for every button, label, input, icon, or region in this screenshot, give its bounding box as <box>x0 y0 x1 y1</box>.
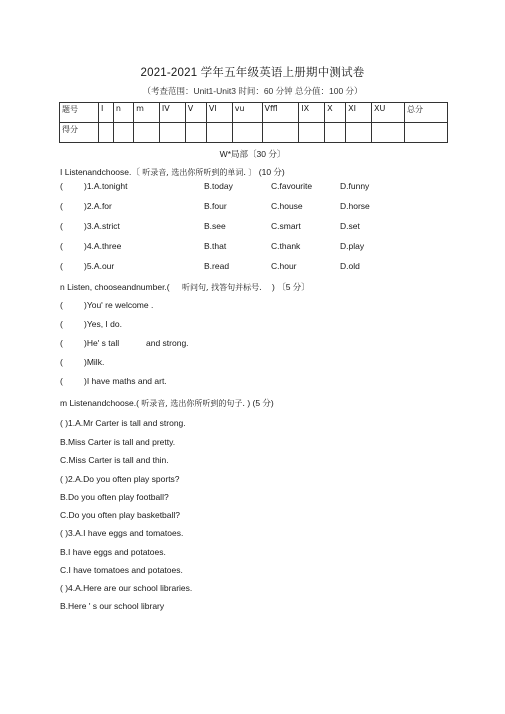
answer-paren[interactable]: ( <box>60 300 63 310</box>
option-d: D.play <box>340 241 365 251</box>
header-cell-8: Vffl <box>262 103 299 123</box>
answer-paren[interactable]: ( <box>60 181 63 191</box>
section-3-line: C.Miss Carter is tall and thin. <box>60 455 169 465</box>
option-a: )4.A.three <box>84 241 122 251</box>
option-a: )2.A.for <box>84 201 112 211</box>
header-cell-7: vu <box>232 103 262 123</box>
section-3-line: B.Do you often play football? <box>60 492 169 502</box>
score-cell[interactable] <box>346 123 372 143</box>
section-2-heading-cn: 听问句, 找答句并标号. <box>182 283 262 292</box>
option-a: )5.A.our <box>84 261 115 271</box>
header-cell-4: IV <box>159 103 185 123</box>
answer-paren[interactable]: ( <box>60 319 63 329</box>
section-1-heading-en: I Listenandchoose.〔 <box>60 167 140 177</box>
section-3-line: C.Do you often play basketball? <box>60 510 181 520</box>
answer-paren[interactable]: ( <box>60 241 63 251</box>
answer-text: )Milk. <box>84 357 105 367</box>
section-2-heading-points: ) 〔5 分〕 <box>272 282 310 292</box>
answer-text: )Yes, I do. <box>84 319 122 329</box>
header-cell-10: X <box>325 103 346 123</box>
answer-paren[interactable]: ( <box>60 221 63 231</box>
section-3-line: ( )4.A.Here are our school libraries. <box>60 583 193 593</box>
option-a: )1.A.tonight <box>84 181 128 191</box>
option-b: B.that <box>204 241 227 251</box>
section-1-heading-cn: 听录音, 选出你所听到的单词. 〕 <box>142 168 257 177</box>
header-cell-9: IX <box>299 103 325 123</box>
answer-text: )You' re welcome . <box>84 300 154 310</box>
header-cell-11: XI <box>346 103 372 123</box>
section-1-heading-points: (10 分) <box>258 167 285 177</box>
option-d: D.funny <box>340 181 370 191</box>
score-row-label: 得分 <box>60 123 99 143</box>
page-title: 2021-2021 学年五年级英语上册期中测试卷 <box>140 67 365 79</box>
score-cell[interactable] <box>99 123 114 143</box>
option-c: C.hour <box>271 261 297 271</box>
score-cell-total[interactable] <box>405 123 448 143</box>
answer-paren[interactable]: ( <box>60 201 63 211</box>
section-3-heading-points: ) (5 分) <box>247 398 274 408</box>
option-a: )3.A.strict <box>84 221 120 231</box>
section-3-heading <box>60 397 274 409</box>
header-cell-6: VI <box>206 103 232 123</box>
option-b: B.see <box>204 221 226 231</box>
option-d: D.horse <box>340 201 370 211</box>
score-cell[interactable] <box>159 123 185 143</box>
section-2-heading-en: n Listen, chooseandnumber.( <box>60 282 170 292</box>
option-c: C.thank <box>271 241 301 251</box>
option-c: C.smart <box>271 221 301 231</box>
header-cell-3: m <box>134 103 160 123</box>
score-cell[interactable] <box>262 123 299 143</box>
header-cell-2: n <box>113 103 133 123</box>
section-2-heading <box>60 281 310 293</box>
section-3-line: ( )2.A.Do you often play sports? <box>60 474 180 484</box>
option-b: B.today <box>204 181 233 191</box>
section-3-line: C.I have tomatoes and potatoes. <box>60 565 183 575</box>
option-b: B.read <box>204 261 230 271</box>
answer-text: )I have maths and art. <box>84 376 167 386</box>
score-cell[interactable] <box>325 123 346 143</box>
option-d: D.set <box>340 221 360 231</box>
section-3-line: ( )1.A.Mr Carter is tall and strong. <box>60 418 186 428</box>
answer-text: )He' s tall <box>84 338 120 348</box>
score-cell[interactable] <box>299 123 325 143</box>
score-cell[interactable] <box>134 123 160 143</box>
section-3-line: B.Here ' s our school library <box>60 601 165 611</box>
section-3-line: B.Miss Carter is tall and pretty. <box>60 437 176 447</box>
score-cell[interactable] <box>206 123 232 143</box>
answer-paren[interactable]: ( <box>60 357 63 367</box>
section-3-heading-en: m Listenandchoose.( <box>60 398 139 408</box>
option-d: D.old <box>340 261 360 271</box>
answer-paren[interactable]: ( <box>60 376 63 386</box>
section-1-heading <box>60 166 285 178</box>
score-table <box>59 102 448 143</box>
score-table-header-row <box>60 103 448 123</box>
score-table-score-row <box>60 123 448 143</box>
score-cell[interactable] <box>185 123 206 143</box>
score-cell[interactable] <box>372 123 405 143</box>
header-cell-12: XU <box>372 103 405 123</box>
section-3-line: ( )3.A.I have eggs and tomatoes. <box>60 528 184 538</box>
header-cell-5: V <box>185 103 206 123</box>
section-3-line: B.I have eggs and potatoes. <box>60 547 166 557</box>
option-c: C.favourite <box>271 181 313 191</box>
answer-paren[interactable]: ( <box>60 338 63 348</box>
header-cell-label: 题号 <box>60 103 99 123</box>
part-heading: W*局部〔30 分〕 <box>219 149 286 159</box>
option-b: B.four <box>204 201 227 211</box>
score-cell[interactable] <box>232 123 262 143</box>
header-cell-total: 总分 <box>405 103 448 123</box>
section-3-heading-cn: 听录音, 选出你所听到的句子. <box>141 399 245 408</box>
header-cell-1: I <box>99 103 114 123</box>
exam-scope: （考查范围：Unit1-Unit3 时间：60 分钟 总分值：100 分） <box>142 86 363 96</box>
answer-paren[interactable]: ( <box>60 261 63 271</box>
answer-text-extra: and strong. <box>146 338 189 348</box>
score-cell[interactable] <box>113 123 133 143</box>
option-c: C.house <box>271 201 303 211</box>
